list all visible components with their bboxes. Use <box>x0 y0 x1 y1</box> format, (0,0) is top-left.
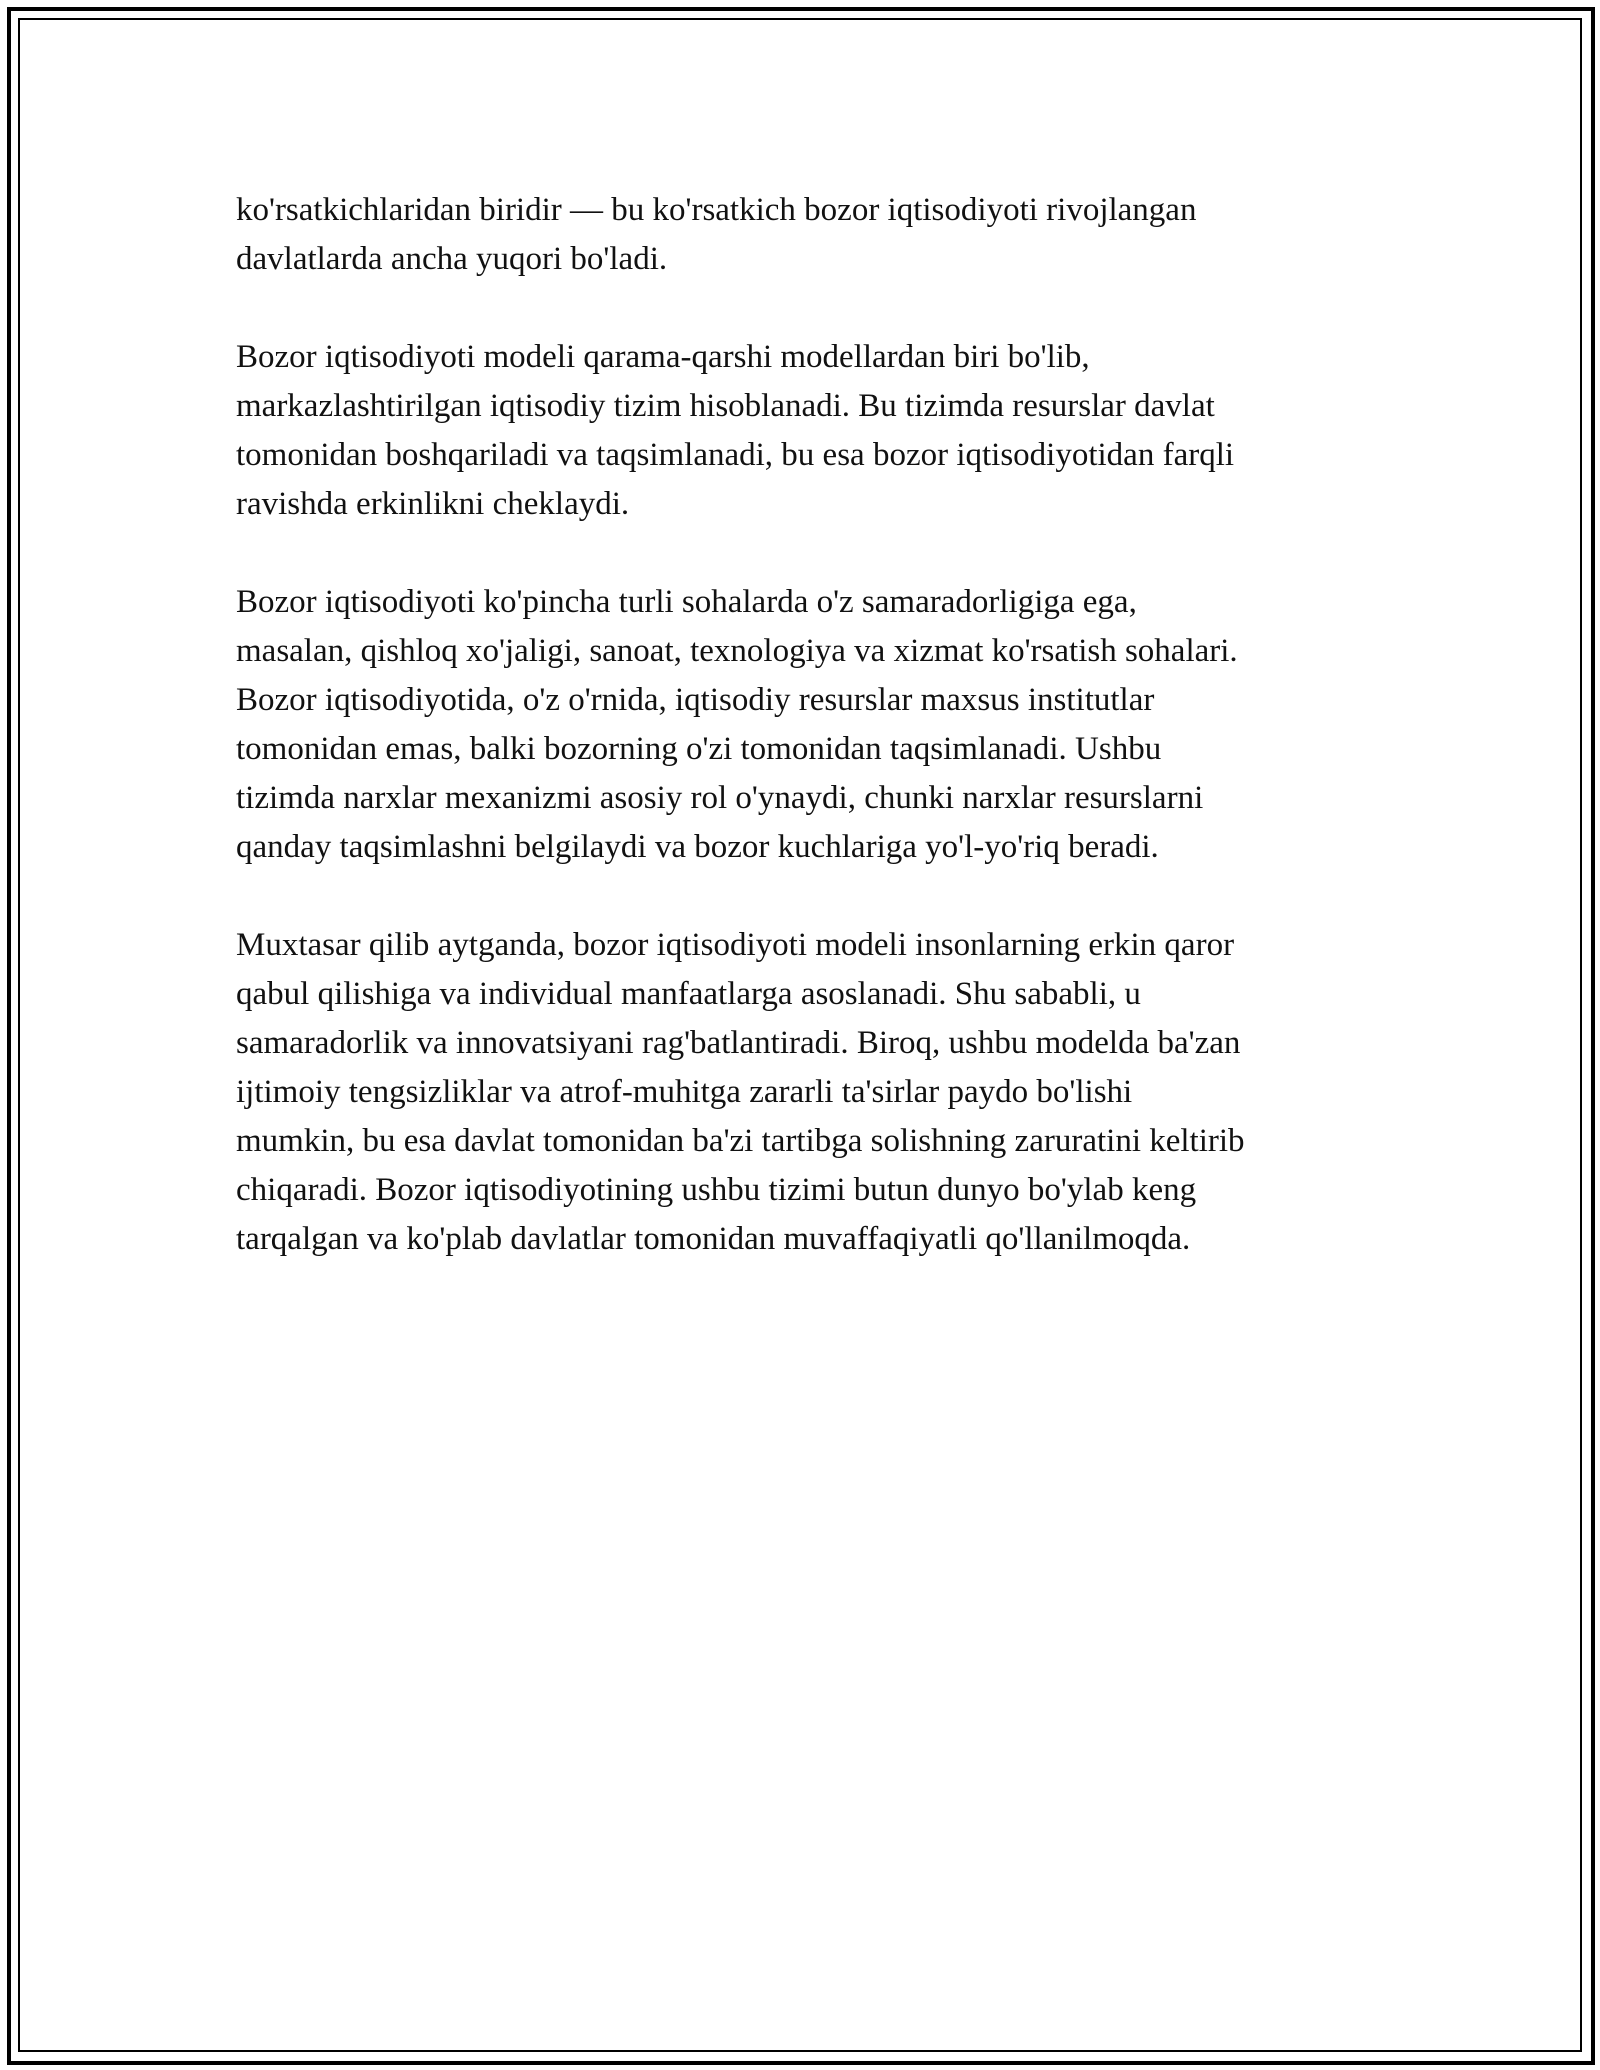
paragraph-3: Bozor iqtisodiyoti ko'pincha turli sohalarda o'z samaradorligiga ega, masalan, qishloq xo'jaligi, sanoat, texnologiya va xizmat ko'rsatish sohalari. Bozor iqtisodiyotida, o'z o'rnida, iqtisodiy resurslar maxsus institutlar tomonidan emas, balki bozorning o'zi tomonidan taqsimlanadi. Ushbu tizimda narxlar mexanizmi asosiy rol o'ynaydi, chunki narxlar resurslarni qanday taqsimlashni belgilaydi va bozor kuchlariga yo'l-yo'riq beradi. <box>236 584 1238 865</box>
document-body <box>236 186 1386 1313</box>
paragraph-4: Muxtasar qilib aytganda, bozor iqtisodiyoti modeli insonlarning erkin qaror qabul qilishiga va individual manfaatlarga asoslanadi. Shu sababli, u samaradorlik va innovatsiyani rag'batlantiradi. Biroq, ushbu modelda ba'zan ijtimoiy tengsizliklar va atrof-muhitga zararli ta'sirlar paydo bo'lishi mumkin, bu esa davlat tomonidan ba'zi tartibga solishning zaruratini keltirib chiqaradi. Bozor iqtisodiyotining ushbu tizimi butun dunyo bo'ylab keng tarqalgan va ko'plab davlatlar tomonidan muvaffaqiyatli qo'llanilmoqda. <box>236 927 1245 1257</box>
paragraph-2: Bozor iqtisodiyoti modeli qarama-qarshi modellardan biri bo'lib, markazlashtirilgan iqtisodiy tizim hisoblanadi. Bu tizimda resurslar davlat tomonidan boshqariladi va taqsimlanadi, bu esa bozor iqtisodiyotidan farqli ravishda erkinlikni cheklaydi. <box>236 339 1235 522</box>
paragraph-1: ko'rsatkichlaridan biridir — bu ko'rsatkich bozor iqtisodiyoti rivojlangan davlatlarda ancha yuqori bo'ladi. <box>236 192 1197 277</box>
